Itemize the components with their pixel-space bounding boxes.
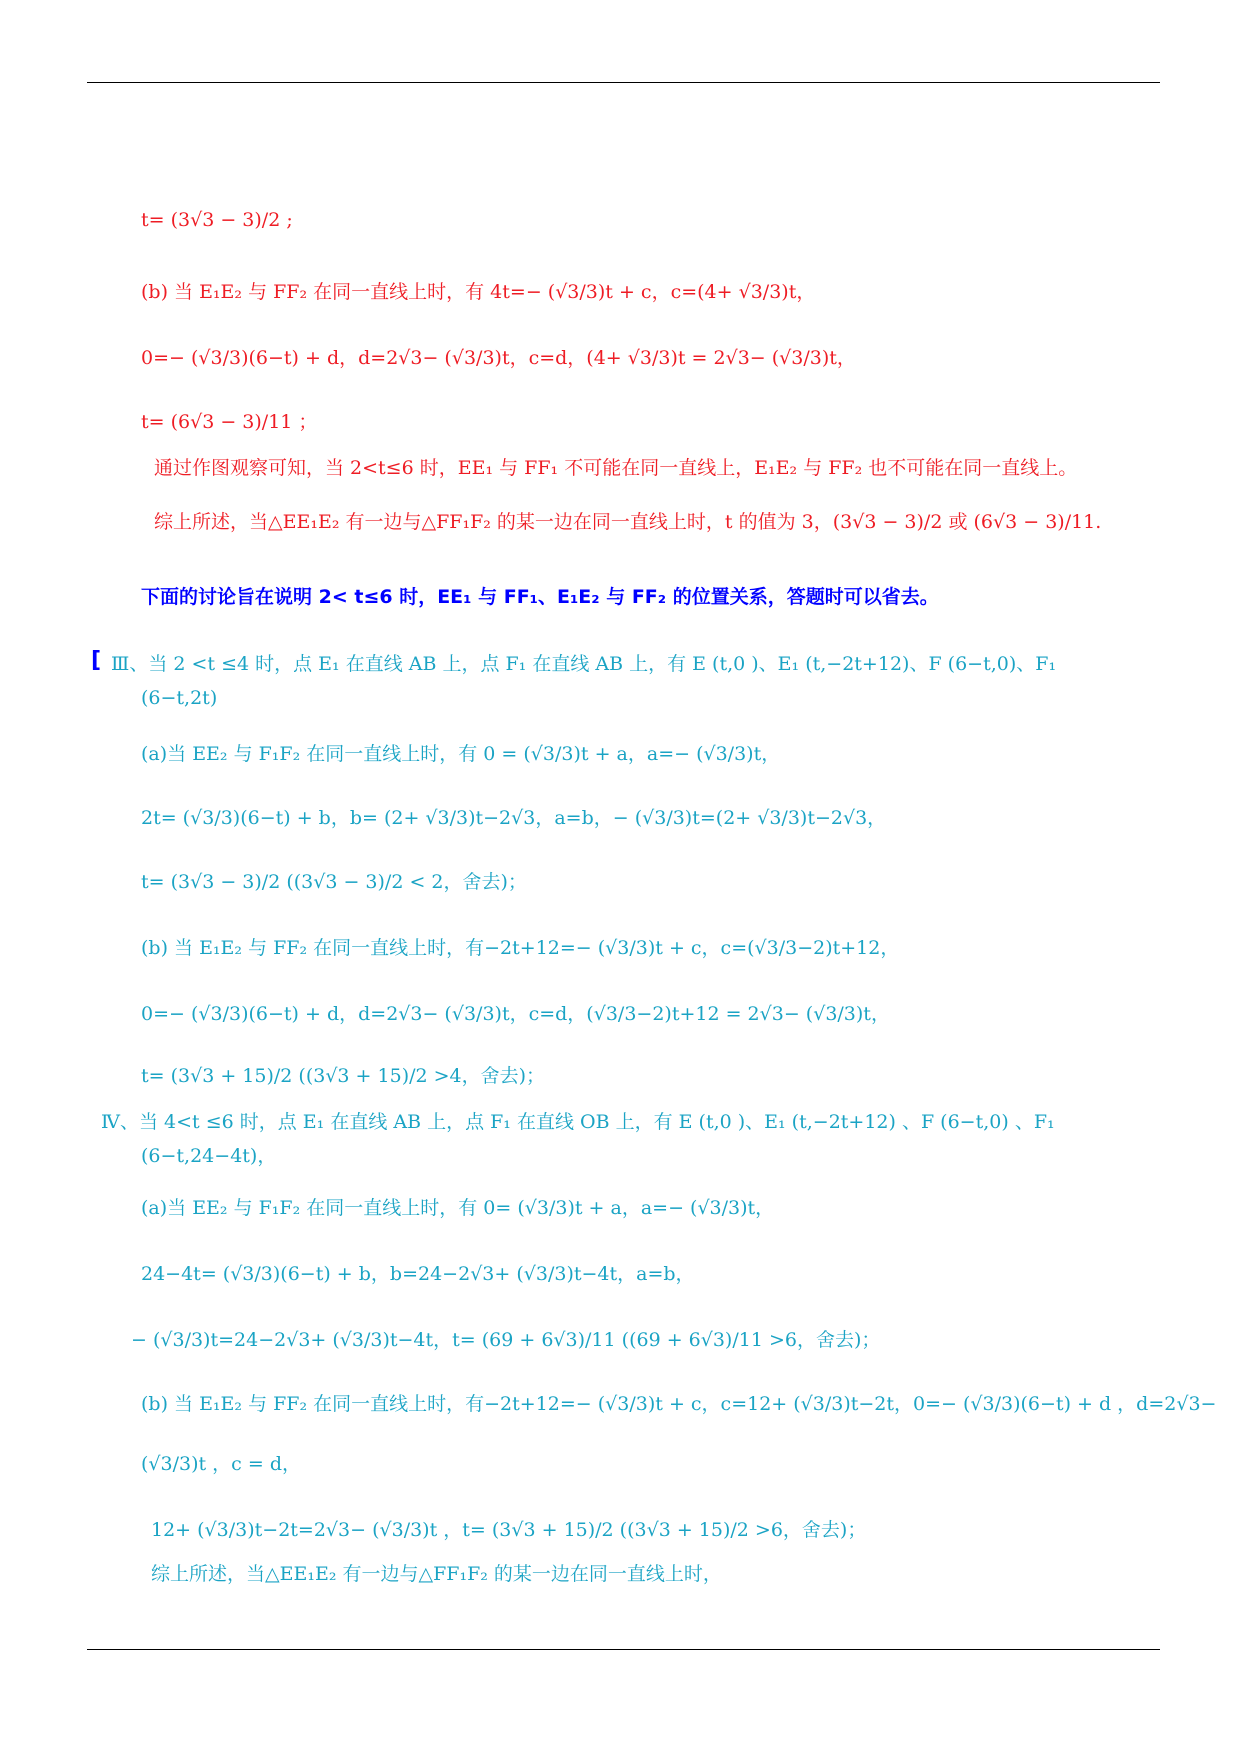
line-iii-b: (b) 当 E₁E₂ 与 FF₂ 在同一直线上时，有−2t+12=− (√3/3)t + c，c=(√3/3−2)t+12， [141,937,900,959]
line-observation: 通过作图观察可知，当 2<t≤6 时，EE₁ 与 FF₁ 不可能在同一直线上，E₁E₂ 与 FF₂ 也不可能在同一直线上。 [154,457,1078,479]
line-iv-a-t: − (√3/3)t=24−2√3+ (√3/3)t−4t，t= (69 + 6√3)/11 ((69 + 6√3)/11 >6，舍去)； [131,1329,881,1351]
header-rule [87,82,1160,83]
line-iii-b-t: t= (3√3 + 15)/2 ((3√3 + 15)/2 >4，舍去)； [141,1065,546,1087]
line-case-iii-cont: (6−t,2t) [141,687,218,709]
line-iii-a-t: t= (3√3 − 3)/2 ((3√3 − 3)/2 < 2，舍去)； [141,871,527,893]
line-t-value-1: t= (3√3 − 3)/2 ; [141,209,293,231]
line-iv-b-2: (√3/3)t ，c = d， [141,1453,301,1475]
line-iv-a: (a)当 EE₂ 与 F₁F₂ 在同一直线上时，有 0= (√3/3)t + a，a=− (√3/3)t， [141,1197,775,1219]
line-iv-a-2: 24−4t= (√3/3)(6−t) + b，b=24−2√3+ (√3/3)t−4t，a=b， [141,1263,695,1285]
line-note-blue: 下面的讨论旨在说明 2< t≤6 时，EE₁ 与 FF₁、E₁E₂ 与 FF₂ 的位置关系，答题时可以省去。 [141,586,939,608]
line-conclusion-1: 综上所述，当△EE₁E₂ 有一边与△FF₁F₂ 的某一边在同一直线上时，t 的值为 3，(3√3 − 3)/2 或 (6√3 − 3)/11. [154,511,1102,533]
line-iv-b-t: 12+ (√3/3)t−2t=2√3− (√3/3)t ，t= (3√3 + 15)/2 ((3√3 + 15)/2 >6，舍去)； [151,1519,867,1541]
line-iii-a-2: 2t= (√3/3)(6−t) + b，b= (2+ √3/3)t−2√3，a=b，− (√3/3)t=(2+ √3/3)t−2√3， [141,807,887,829]
line-case-iv: Ⅳ、当 4<t ≤6 时，点 E₁ 在直线 AB 上，点 F₁ 在直线 OB 上，有 E (t,0 )、E₁ (t,−2t+12) 、F (6−t,0) 、F₁ [101,1111,1055,1133]
line-conclusion-2: 综上所述，当△EE₁E₂ 有一边与△FF₁F₂ 的某一边在同一直线上时， [151,1563,722,1585]
left-bracket: [ [91,648,102,673]
line-iii-b-2: 0=− (√3/3)(6−t) + d，d=2√3− (√3/3)t，c=d，(√3/3−2)t+12 = 2√3− (√3/3)t， [141,1003,890,1025]
line-iii-a: (a)当 EE₂ 与 F₁F₂ 在同一直线上时，有 0 = (√3/3)t + a，a=− (√3/3)t， [141,743,781,765]
line-case-b-1: (b) 当 E₁E₂ 与 FF₂ 在同一直线上时，有 4t=− (√3/3)t + c，c=(4+ √3/3)t， [141,281,816,303]
footer-rule [87,1649,1160,1650]
line-t-value-2: t= (6√3 − 3)/11 ； [141,411,318,433]
line-case-iii: Ⅲ、当 2 <t ≤4 时，点 E₁ 在直线 AB 上，点 F₁ 在直线 AB 上，有 E (t,0 )、E₁ (t,−2t+12)、F (6−t,0)、F₁ [111,653,1057,675]
line-equation-d-1: 0=− (√3/3)(6−t) + d，d=2√3− (√3/3)t，c=d，(4+ √3/3)t = 2√3− (√3/3)t， [141,347,856,369]
line-iv-b: (b) 当 E₁E₂ 与 FF₂ 在同一直线上时，有−2t+12=− (√3/3)t + c，c=12+ (√3/3)t−2t，0=− (√3/3)(6−t) + d ，d=2√3− [141,1393,1217,1415]
line-case-iv-cont: (6−t,24−4t)， [141,1145,277,1167]
